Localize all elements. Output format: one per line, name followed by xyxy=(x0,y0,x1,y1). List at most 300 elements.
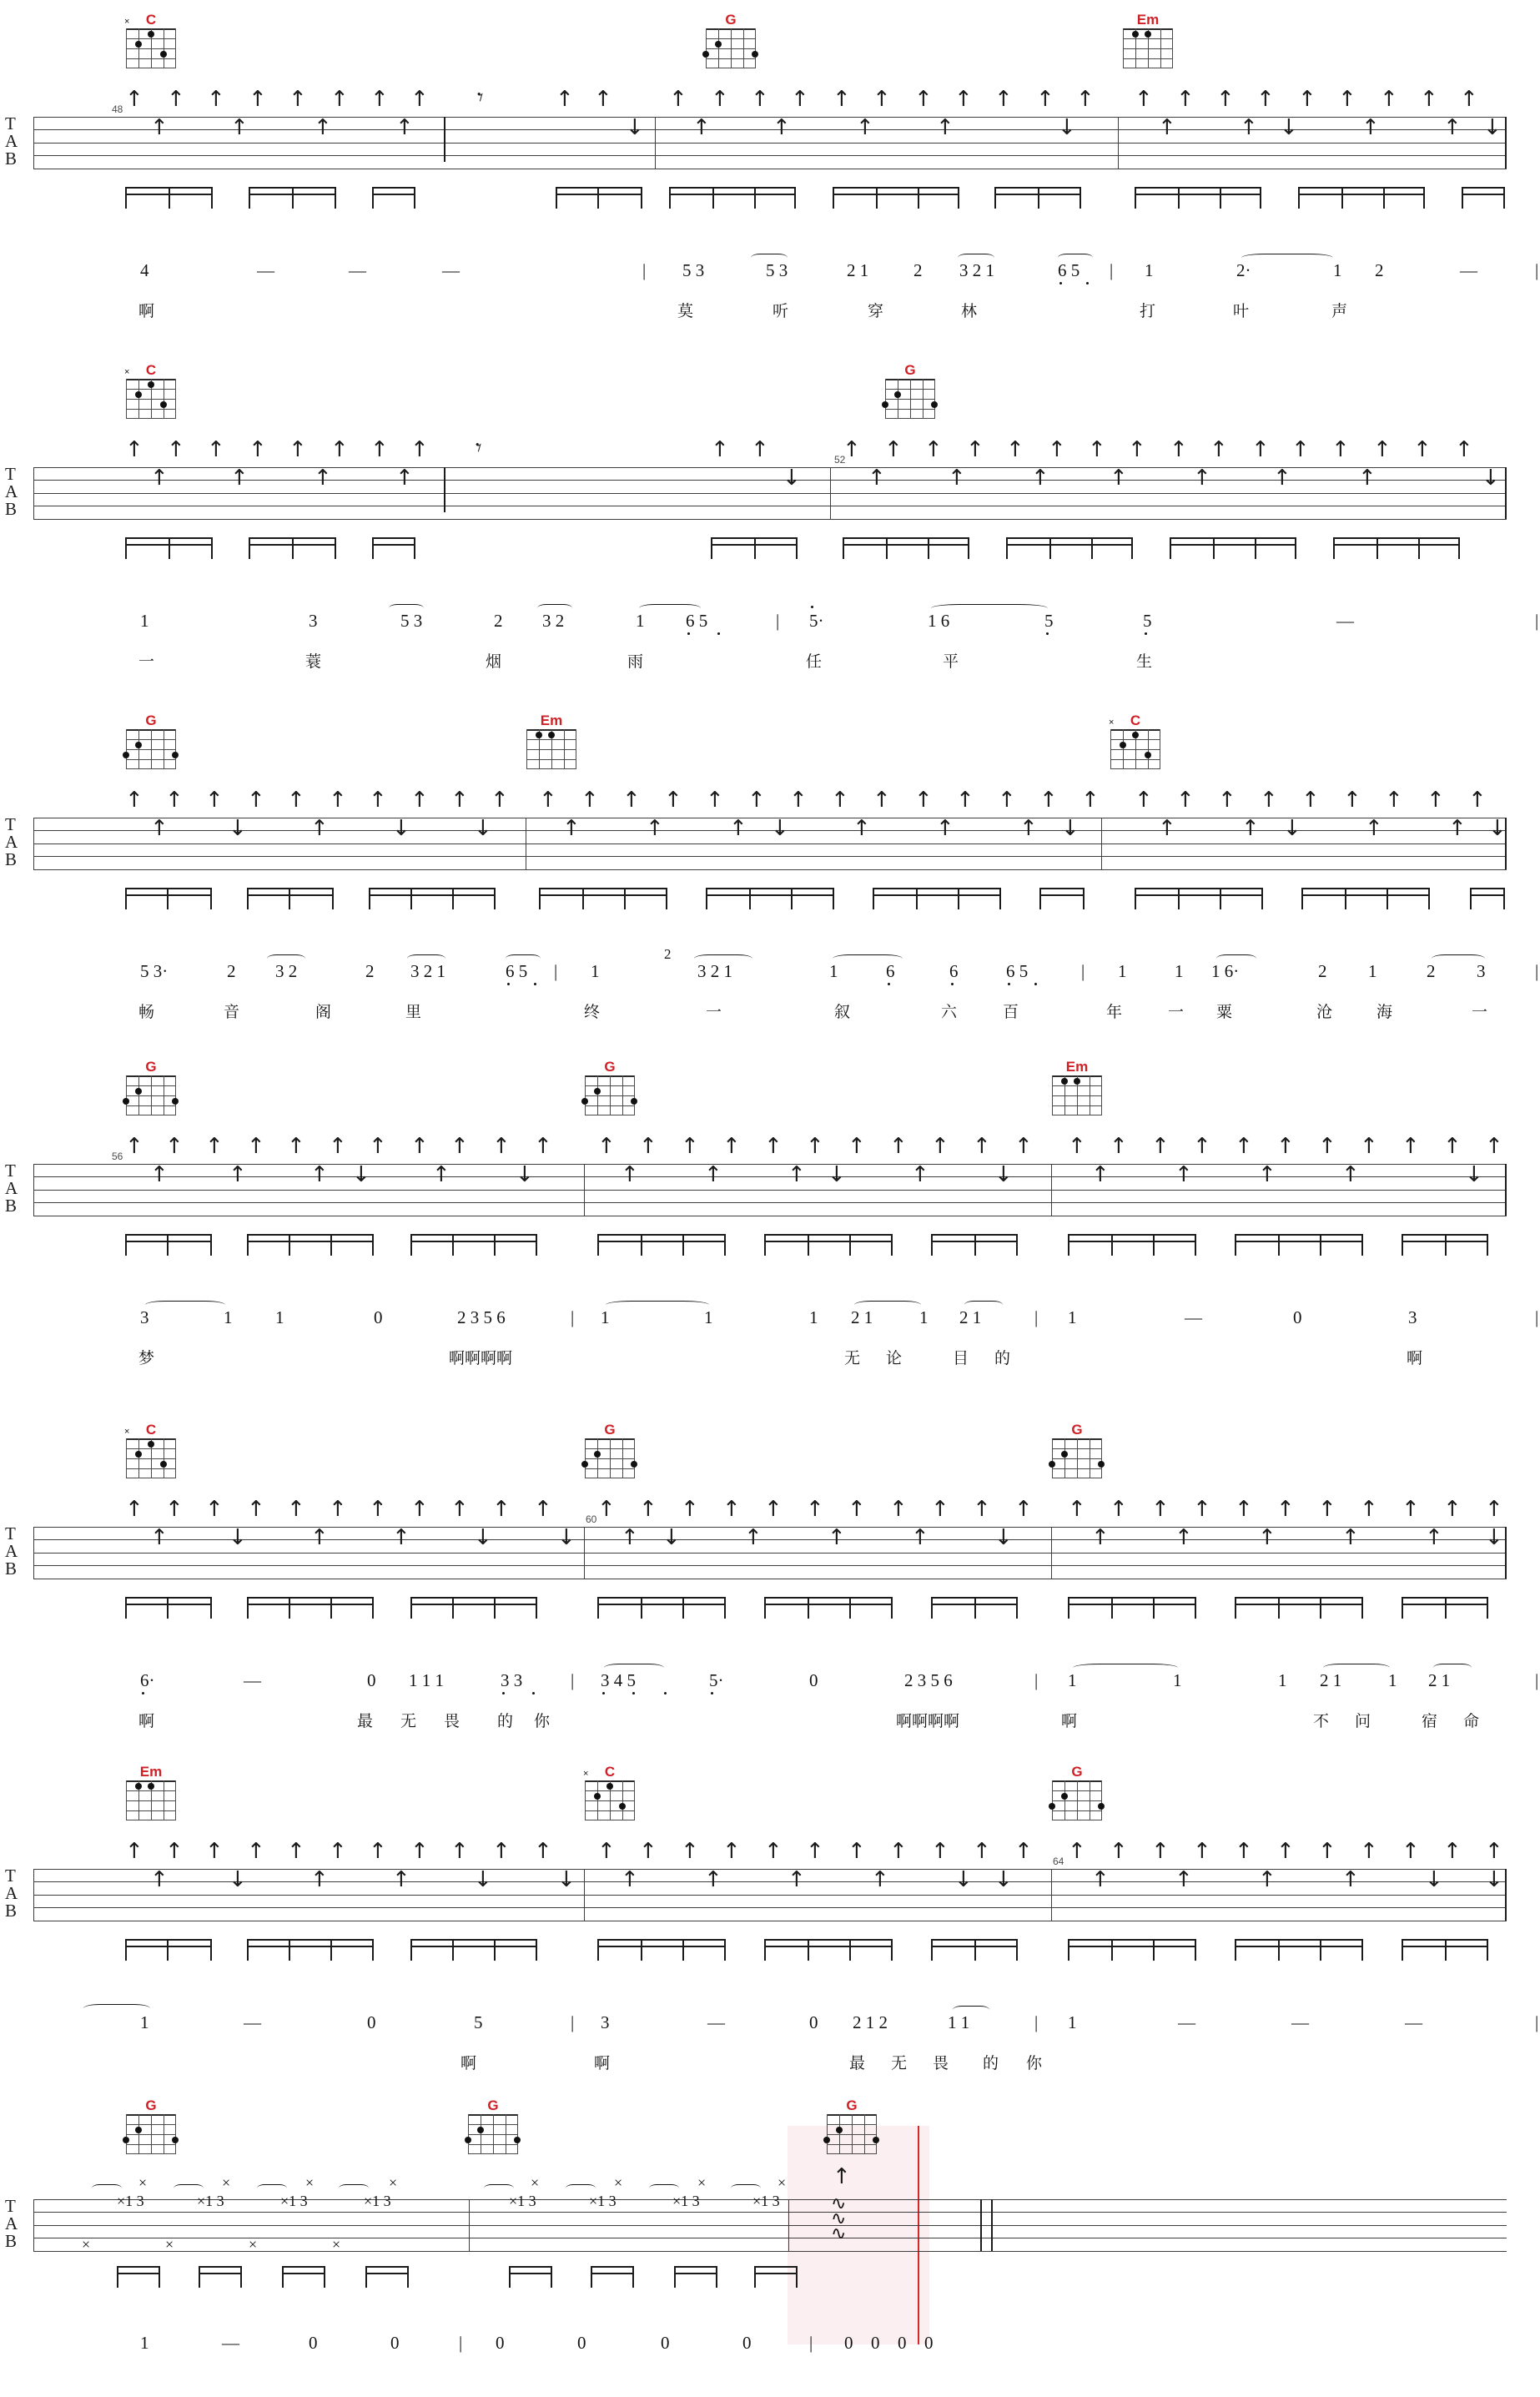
note-number: 0 xyxy=(367,2012,376,2032)
lyric-syllable: 年 xyxy=(1106,1004,1123,1021)
note-dash: — xyxy=(1291,2012,1309,2032)
strum-up-arrow: ↑ xyxy=(491,788,509,813)
strum-down-arrow: ↓ xyxy=(557,1525,576,1550)
finger-dot xyxy=(1061,1451,1068,1458)
finger-dot xyxy=(135,1783,142,1790)
strum-up-arrow: ↑ xyxy=(692,115,711,140)
system-1 xyxy=(0,0,1540,350)
note-number: 1 xyxy=(829,961,838,981)
note-number: 2 1 2 xyxy=(853,2012,888,2032)
strum-up-arrow: ↑ xyxy=(1241,816,1260,841)
strum-up-arrow: ↑ xyxy=(1298,87,1316,112)
strum-up-arrow: ↑ xyxy=(410,437,429,462)
strum-up-arrow: ↑ xyxy=(954,87,973,112)
mute-marker-icon: × xyxy=(124,1427,130,1437)
strum-up-arrow: ↑ xyxy=(1068,1497,1086,1522)
strum-up-arrow: ↑ xyxy=(392,1867,410,1892)
finger-dot xyxy=(1049,1461,1055,1468)
finger-dot xyxy=(135,742,142,748)
chord-diagram-G xyxy=(883,362,938,419)
chord-grid xyxy=(1109,718,1160,769)
beam-group xyxy=(33,1234,1507,1259)
note-number: 1 xyxy=(601,1307,610,1327)
strum-up-arrow: ↑ xyxy=(330,437,349,462)
note-number: 0 xyxy=(809,1670,818,1690)
tab-letter-B: B xyxy=(5,2231,18,2251)
chord-diagram-G xyxy=(824,2097,879,2154)
strum-up-arrow: ↑ xyxy=(873,788,891,813)
note-dash: — xyxy=(707,2012,725,2032)
note-number: 5 xyxy=(474,2012,483,2032)
tab-letter-A: A xyxy=(5,1541,18,1561)
chord-grid xyxy=(468,2114,518,2154)
strum-up-arrow: ↑ xyxy=(788,1867,806,1892)
strum-up-arrow: ↑ xyxy=(150,1162,169,1187)
notation-number-row xyxy=(33,260,1539,285)
strum-up-arrow: ↑ xyxy=(1360,1497,1378,1522)
lyric-syllable: 畏 xyxy=(933,2055,949,2072)
strum-up-arrow: ↑ xyxy=(806,1134,824,1159)
note-number: 1 xyxy=(919,1307,929,1327)
strum-down-arrow: ↓ xyxy=(1425,1867,1443,1892)
note-number: 5 xyxy=(1143,611,1152,631)
strum-up-arrow: ↑ xyxy=(788,1162,806,1187)
note-number: 3 xyxy=(601,2012,610,2032)
bar-divider: | xyxy=(1535,1670,1539,1690)
tab-letter-A: A xyxy=(5,481,18,501)
vibrato-squiggle-icon: ∿ xyxy=(831,2193,847,2213)
finger-dot xyxy=(123,752,129,758)
chord-grid xyxy=(1052,1075,1102,1115)
strum-down-arrow: ↓ xyxy=(1483,115,1502,140)
strum-up-arrow: ↑ xyxy=(1260,788,1278,813)
lyrics-row xyxy=(33,1709,1507,1734)
strum-up-arrow: ↑ xyxy=(711,87,729,112)
mute-marker-icon: × xyxy=(531,2174,540,2191)
strum-down-arrow: ↓ xyxy=(1485,1867,1503,1892)
finger-dot xyxy=(882,401,888,408)
strum-down-arrow: ↓ xyxy=(626,115,644,140)
chord-name: Em xyxy=(540,713,563,728)
note-number: 1 6 xyxy=(928,611,950,631)
strum-up-arrow: ↑ xyxy=(1158,816,1176,841)
lyric-syllable: 一 xyxy=(706,1004,722,1021)
chord-diagram-G xyxy=(466,2097,521,2154)
finger-dot xyxy=(594,1451,601,1458)
lyric-syllable: 声 xyxy=(1331,303,1348,320)
strum-down-arrow: ↓ xyxy=(828,1162,846,1187)
strum-up-arrow: ↑ xyxy=(247,1839,265,1864)
strum-up-arrow: ↑ xyxy=(1235,1497,1253,1522)
chord-grid xyxy=(585,1075,635,1115)
strum-up-arrow: ↑ xyxy=(165,1134,184,1159)
strum-down-arrow: ↓ xyxy=(1482,466,1500,491)
strum-up-arrow: ↑ xyxy=(1128,437,1146,462)
quarter-rest-icon: 𝄾 xyxy=(476,434,482,461)
strum-up-arrow: ↑ xyxy=(534,1134,552,1159)
note-number: 1 xyxy=(1278,1670,1287,1690)
note-number: 2 xyxy=(494,611,503,631)
strum-up-arrow: ↑ xyxy=(450,788,469,813)
note-number: 3 3 xyxy=(501,1670,523,1690)
finger-dot xyxy=(135,1451,142,1458)
lyric-syllable: 啊 xyxy=(594,2055,611,2072)
strum-up-arrow: ↑ xyxy=(873,87,891,112)
strum-pattern-row xyxy=(33,434,1507,539)
finger-dot xyxy=(594,1793,601,1800)
strum-up-arrow: ↑ xyxy=(914,87,933,112)
note-number: 1 xyxy=(1145,260,1154,280)
beam-group xyxy=(33,537,1507,562)
strum-up-arrow: ↑ xyxy=(848,1839,866,1864)
note-number: 0 xyxy=(309,2333,318,2353)
strum-down-arrow: ↓ xyxy=(474,1867,492,1892)
note-number: 5· xyxy=(809,611,824,631)
lyric-syllable: 终 xyxy=(584,1004,601,1021)
tab-letter-B: B xyxy=(5,1196,18,1216)
note-number: 2 3 5 6 xyxy=(904,1670,953,1690)
lyric-syllable: 畅 xyxy=(138,1004,155,1021)
note-number: 0 xyxy=(1293,1307,1302,1327)
strum-up-arrow: ↑ xyxy=(1341,1867,1360,1892)
strum-up-arrow: ↑ xyxy=(287,1497,305,1522)
finger-dot xyxy=(123,2137,129,2143)
lyric-syllable: 一 xyxy=(1472,1004,1488,1021)
strum-up-arrow: ↑ xyxy=(492,1134,511,1159)
chord-name: G xyxy=(145,2097,157,2113)
note-number: 6 5 xyxy=(686,611,708,631)
strum-up-arrow: ↑ xyxy=(392,1525,410,1550)
strum-up-arrow: ↑ xyxy=(911,1525,929,1550)
finger-dot xyxy=(148,31,154,38)
note-number: 0 xyxy=(496,2333,505,2353)
strum-up-arrow: ↑ xyxy=(681,1134,699,1159)
strum-up-arrow: ↑ xyxy=(931,1839,949,1864)
mute-marker-icon: × xyxy=(583,1769,589,1779)
strum-up-arrow: ↑ xyxy=(1365,816,1383,841)
note-number: 1 1 xyxy=(948,2012,970,2032)
strum-up-arrow: ↑ xyxy=(1006,437,1024,462)
mute-marker-icon: × xyxy=(389,2174,398,2191)
beam-group xyxy=(33,2266,1507,2291)
tab-clef-label xyxy=(5,2198,18,2250)
note-number: 1 xyxy=(224,1307,233,1327)
note-number: 1 xyxy=(275,1307,284,1327)
notation-number-row xyxy=(33,2012,1539,2037)
strum-up-arrow: ↑ xyxy=(622,788,641,813)
strum-up-arrow: ↑ xyxy=(1443,1134,1462,1159)
lyric-phrase: 啊啊啊啊 xyxy=(896,1713,960,1730)
lyric-syllable: 平 xyxy=(943,653,959,671)
note-dash: — xyxy=(1405,2012,1422,2032)
strum-up-arrow: ↑ xyxy=(1216,87,1235,112)
note-number: 4 xyxy=(140,260,149,280)
note-number: 2 xyxy=(1375,260,1384,280)
note-number: 2 1 xyxy=(959,1307,982,1327)
strum-up-arrow: ↑ xyxy=(936,816,954,841)
strum-up-arrow: ↑ xyxy=(1240,115,1258,140)
strum-pattern-row xyxy=(33,1498,1507,1599)
strum-up-arrow: ↑ xyxy=(1468,788,1487,813)
lyric-syllable: 畏 xyxy=(444,1713,460,1730)
chord-grid xyxy=(124,367,176,419)
strum-up-arrow: ↑ xyxy=(205,1134,224,1159)
strum-up-arrow: ↑ xyxy=(744,1525,762,1550)
finger-dot xyxy=(160,401,167,408)
finger-dot xyxy=(581,1461,588,1468)
finger-dot xyxy=(148,1783,154,1790)
tab-letter-B: B xyxy=(5,499,18,519)
strum-up-arrow: ↑ xyxy=(1301,788,1320,813)
finger-dot xyxy=(1061,1793,1068,1800)
strum-up-arrow: ↑ xyxy=(1175,1525,1193,1550)
strum-up-arrow: ↑ xyxy=(1110,1134,1128,1159)
strum-up-arrow: ↑ xyxy=(247,788,265,813)
tab-letter-T: T xyxy=(5,2196,16,2216)
strum-up-arrow: ↑ xyxy=(936,115,954,140)
lyric-syllable: 啊 xyxy=(138,303,155,320)
strum-up-arrow: ↑ xyxy=(310,816,329,841)
note-number: 2 xyxy=(913,260,923,280)
strum-up-arrow: ↑ xyxy=(848,1497,866,1522)
chord-diagram-G xyxy=(582,1422,637,1478)
system-5 xyxy=(0,1410,1540,1760)
strum-up-arrow: ↑ xyxy=(310,1867,329,1892)
strum-up-arrow: ↑ xyxy=(450,1134,469,1159)
chord-diagram-C xyxy=(123,12,179,68)
strum-up-arrow: ↑ xyxy=(410,1839,429,1864)
strum-up-arrow: ↑ xyxy=(562,816,581,841)
notation-number-row xyxy=(33,611,1539,636)
note-number: 2 xyxy=(365,961,375,981)
lyrics-row xyxy=(33,1000,1507,1025)
strum-up-arrow: ↑ xyxy=(165,1839,184,1864)
strum-up-arrow: ↑ xyxy=(1402,1497,1420,1522)
chord-diagram-Em xyxy=(1120,12,1175,68)
tab-clef-label xyxy=(5,115,18,168)
strum-up-arrow: ↑ xyxy=(125,1497,143,1522)
strum-up-arrow: ↑ xyxy=(1175,1162,1193,1187)
strum-up-arrow: ↑ xyxy=(395,466,414,491)
chord-name: C xyxy=(604,1764,616,1780)
strum-up-arrow: ↑ xyxy=(1251,437,1270,462)
note-number: 1 xyxy=(1068,1670,1077,1690)
strum-up-arrow: ↑ xyxy=(1402,1134,1420,1159)
finger-dot xyxy=(514,2137,521,2143)
strum-up-arrow: ↑ xyxy=(1338,87,1356,112)
note-number: 1 xyxy=(636,611,645,631)
note-dash: — xyxy=(244,2012,261,2032)
note-number: 2 3 5 6 xyxy=(457,1307,506,1327)
strum-up-arrow: ↑ xyxy=(125,87,143,112)
note-number: 1 xyxy=(140,611,149,631)
strum-up-arrow: ↑ xyxy=(395,115,414,140)
strum-up-arrow: ↑ xyxy=(1014,1134,1033,1159)
strum-up-arrow: ↑ xyxy=(539,788,557,813)
note-number: 5 3 xyxy=(400,611,423,631)
lyric-syllable: 叙 xyxy=(834,1004,851,1021)
strum-down-arrow: ↓ xyxy=(994,1525,1013,1550)
tab-clef-label xyxy=(5,1525,18,1578)
strum-down-arrow: ↓ xyxy=(229,1867,247,1892)
strum-up-arrow: ↑ xyxy=(948,466,966,491)
strum-up-arrow: ↑ xyxy=(410,1134,429,1159)
strum-up-arrow: ↑ xyxy=(973,1497,991,1522)
note-number: 3 4 5 xyxy=(601,1670,636,1690)
strum-up-arrow: ↑ xyxy=(1443,1497,1462,1522)
strum-up-arrow: ↑ xyxy=(1048,437,1066,462)
finger-dot xyxy=(836,2127,843,2133)
strum-up-arrow: ↑ xyxy=(556,87,574,112)
strum-up-arrow: ↑ xyxy=(1170,437,1188,462)
tab-letter-A: A xyxy=(5,1883,18,1903)
strum-up-arrow: ↑ xyxy=(889,1497,908,1522)
finger-dot xyxy=(873,2137,879,2143)
lyric-syllable: 无 xyxy=(400,1713,417,1730)
strum-up-arrow: ↑ xyxy=(1341,1525,1360,1550)
strum-up-arrow: ↑ xyxy=(167,437,185,462)
note-number: 2 1 xyxy=(1320,1670,1342,1690)
lyric-syllable: 蓑 xyxy=(305,653,322,671)
lyric-syllable: 最 xyxy=(849,2055,866,2072)
strum-up-arrow: ↑ xyxy=(597,1134,616,1159)
chord-name: Em xyxy=(139,1764,163,1780)
strum-up-arrow: ↑ xyxy=(410,87,429,112)
note-number: 1 xyxy=(1068,2012,1077,2032)
tab-letter-B: B xyxy=(5,149,18,169)
strum-up-arrow: ↑ xyxy=(1081,788,1100,813)
strum-up-arrow: ↑ xyxy=(1135,87,1153,112)
strum-down-arrow: ↓ xyxy=(1488,816,1507,841)
note-number: 3 xyxy=(140,1307,149,1327)
chord-diagram-G xyxy=(123,713,179,769)
chord-diagram-G xyxy=(703,12,758,68)
strum-up-arrow: ↑ xyxy=(764,1839,783,1864)
tab-letter-T: T xyxy=(5,814,16,834)
strum-up-arrow: ↑ xyxy=(432,1162,450,1187)
strum-up-arrow: ↑ xyxy=(931,1497,949,1522)
note-number: 5 3· xyxy=(140,961,169,981)
strum-up-arrow: ↑ xyxy=(646,816,664,841)
strum-up-arrow: ↑ xyxy=(621,1162,639,1187)
tab-figure: ×1 3 xyxy=(752,2193,780,2209)
finger-dot xyxy=(172,2137,179,2143)
strum-up-arrow: ↑ xyxy=(639,1497,657,1522)
strum-up-arrow: ↑ xyxy=(1091,1162,1110,1187)
strum-up-arrow: ↑ xyxy=(1151,1497,1170,1522)
lyric-syllable: 一 xyxy=(138,653,155,671)
beam-group xyxy=(33,1939,1507,1964)
finger-dot xyxy=(931,401,938,408)
strum-up-arrow: ↑ xyxy=(1291,437,1310,462)
strum-up-arrow: ↑ xyxy=(1318,1839,1336,1864)
strum-up-arrow: ↑ xyxy=(1341,1162,1360,1187)
lyrics-row xyxy=(33,1346,1507,1371)
strum-up-arrow: ↑ xyxy=(289,437,307,462)
strum-up-arrow: ↑ xyxy=(370,87,389,112)
strum-up-arrow: ↑ xyxy=(722,1839,741,1864)
lyric-syllable: 宿 xyxy=(1422,1713,1438,1730)
strum-up-arrow: ↑ xyxy=(125,788,143,813)
strum-up-arrow: ↑ xyxy=(681,1497,699,1522)
chord-diagram-G xyxy=(1049,1422,1105,1478)
chord-grid xyxy=(885,379,935,419)
lyric-syllable: 百 xyxy=(1003,1004,1019,1021)
chord-grid xyxy=(1052,1438,1102,1478)
strum-up-arrow: ↑ xyxy=(1176,788,1195,813)
note-number: 1 1 1 xyxy=(409,1670,444,1690)
strum-up-arrow: ↑ xyxy=(125,437,143,462)
bar-divider: | xyxy=(1535,260,1539,280)
strum-up-arrow: ↑ xyxy=(125,1839,143,1864)
lyric-syllable: 里 xyxy=(405,1004,422,1021)
lyric-syllable: 叶 xyxy=(1233,303,1250,320)
strum-up-arrow: ↑ xyxy=(1448,816,1467,841)
strum-up-arrow: ↑ xyxy=(1193,466,1211,491)
strum-up-arrow: ↑ xyxy=(1068,1839,1086,1864)
note-number: 5 3 xyxy=(766,260,788,280)
strum-up-arrow: ↑ xyxy=(249,437,267,462)
note-number: 1 xyxy=(1368,961,1377,981)
bar-divider: | xyxy=(809,2333,813,2353)
strum-up-arrow: ↑ xyxy=(871,1867,889,1892)
lyric-syllable: 啊 xyxy=(460,2055,477,2072)
strum-up-arrow: ↑ xyxy=(889,1839,908,1864)
strum-up-arrow: ↑ xyxy=(1175,1867,1193,1892)
chord-name: G xyxy=(145,713,157,728)
chord-name: Em xyxy=(1065,1059,1089,1075)
strum-up-arrow: ↑ xyxy=(1485,1497,1503,1522)
strum-up-arrow: ↑ xyxy=(1425,1525,1443,1550)
chord-grid xyxy=(585,1438,635,1478)
strum-down-arrow: ↓ xyxy=(1283,816,1301,841)
strum-up-arrow: ↑ xyxy=(314,115,332,140)
strum-up-arrow: ↑ xyxy=(931,1134,949,1159)
strum-up-arrow: ↑ xyxy=(1110,1839,1128,1864)
tab-letter-A: A xyxy=(5,832,18,852)
strum-up-arrow: ↑ xyxy=(1258,1867,1276,1892)
tab-letter-T: T xyxy=(5,113,16,133)
strum-up-arrow: ↑ xyxy=(1193,1839,1211,1864)
tab-letter-B: B xyxy=(5,849,18,869)
strum-up-arrow: ↑ xyxy=(310,1525,329,1550)
finger-dot xyxy=(1098,1803,1105,1810)
notation-number-row xyxy=(33,1307,1539,1332)
lyric-syllable: 粟 xyxy=(1216,1004,1233,1021)
note-number: 3 2 1 xyxy=(959,260,994,280)
chord-diagram-G xyxy=(123,2097,179,2154)
note-number: 6 5 xyxy=(506,961,528,981)
note-number: 1 xyxy=(1068,1307,1077,1327)
note-dash: — xyxy=(1178,2012,1195,2032)
strum-up-arrow: ↑ xyxy=(956,788,974,813)
strum-up-arrow: ↑ xyxy=(1485,1839,1503,1864)
bar-divider: | xyxy=(1081,961,1085,981)
note-number: 6 xyxy=(949,961,959,981)
tab-letter-T: T xyxy=(5,1523,16,1543)
strum-up-arrow: ↑ xyxy=(1014,1839,1033,1864)
strum-up-arrow: ↑ xyxy=(1258,1162,1276,1187)
strum-up-arrow: ↑ xyxy=(1318,1497,1336,1522)
strum-up-arrow: ↑ xyxy=(1385,788,1403,813)
strum-up-arrow: ↑ xyxy=(205,788,224,813)
lyric-syllable: 的 xyxy=(497,1713,514,1730)
strum-up-arrow: ↑ xyxy=(1036,87,1054,112)
finger-dot xyxy=(1132,732,1139,738)
chord-name: G xyxy=(487,2097,499,2113)
strum-up-arrow: ↑ xyxy=(621,1525,639,1550)
lyric-syllable: 雨 xyxy=(627,653,644,671)
